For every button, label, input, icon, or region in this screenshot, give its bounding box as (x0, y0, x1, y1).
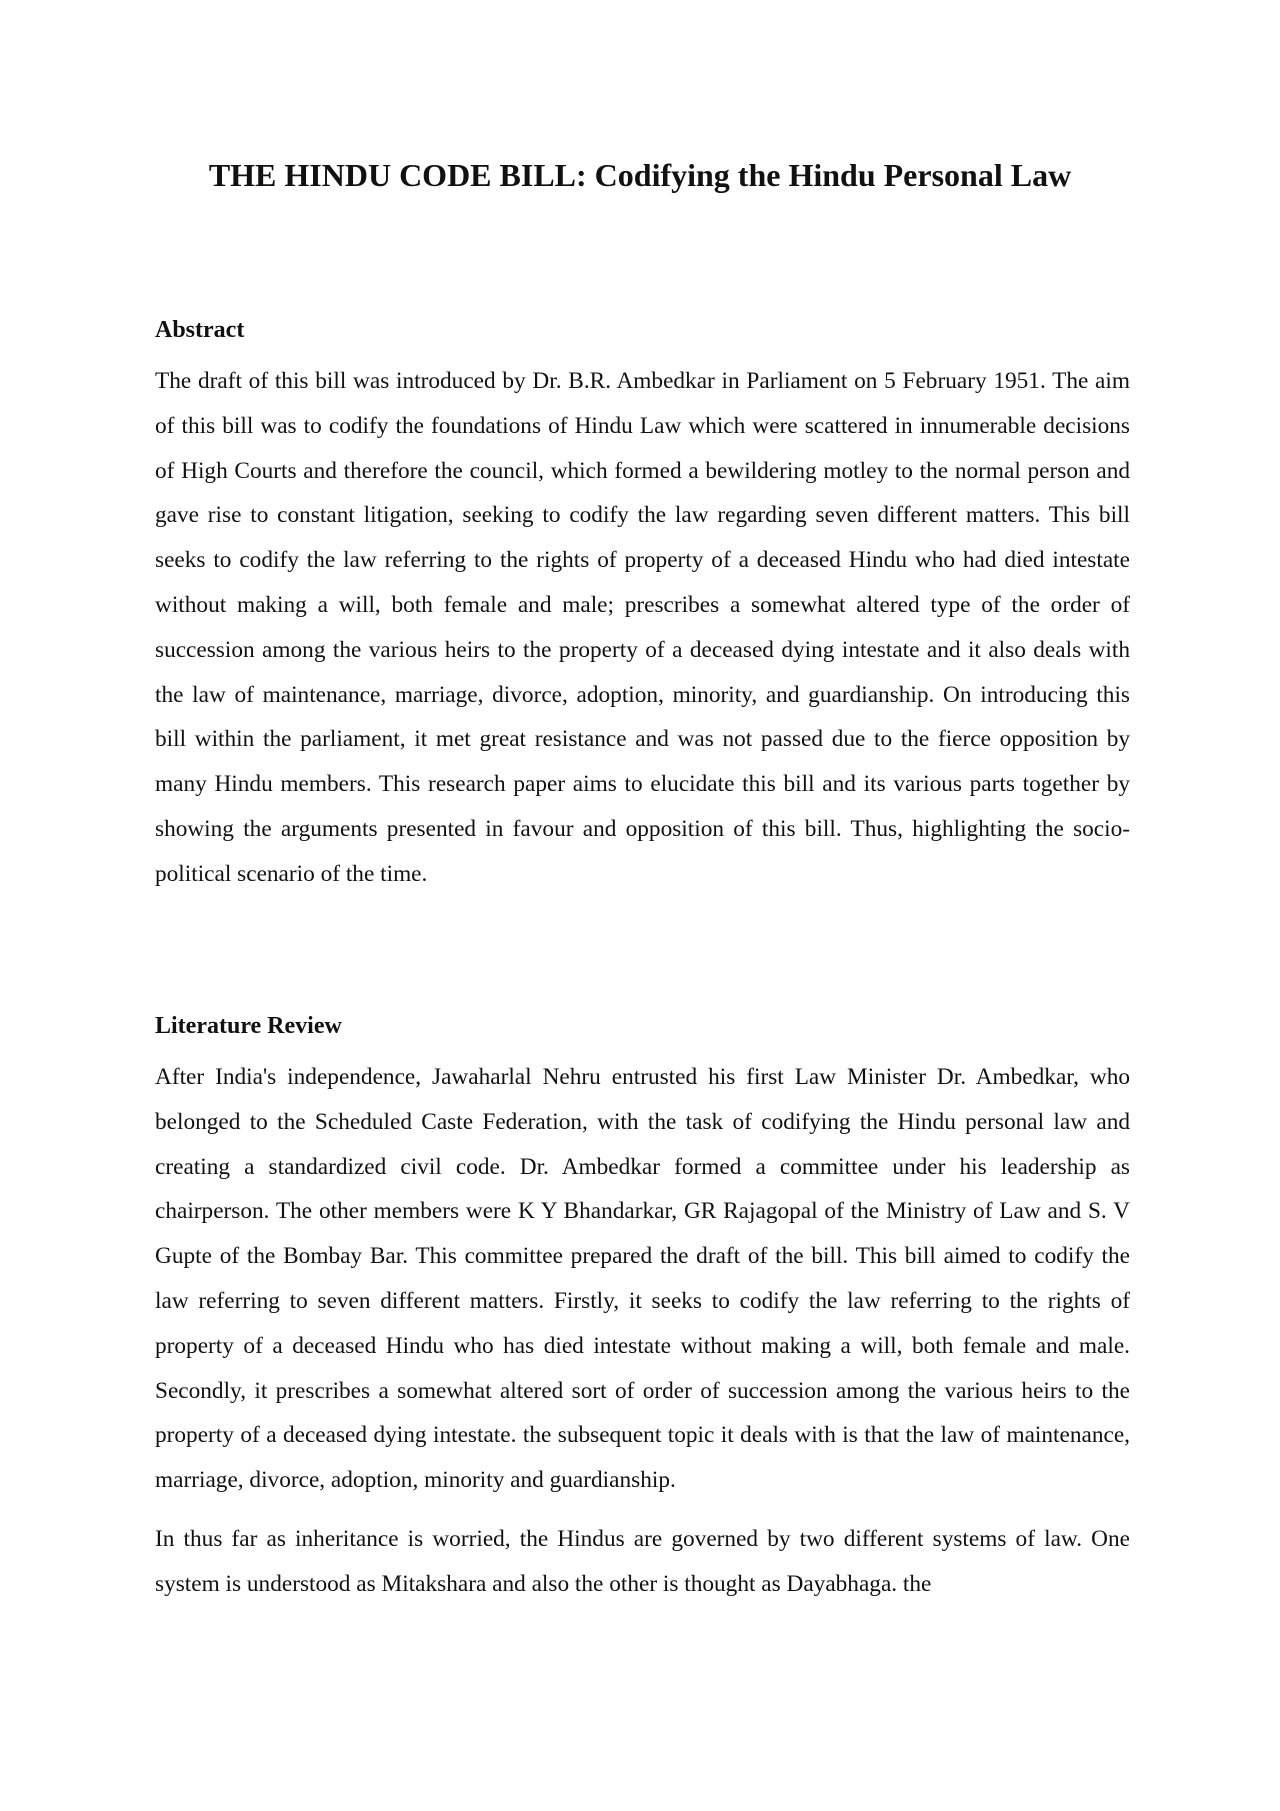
literature-review-paragraph-1: After India's independence, Jawaharlal Nehru entrusted his first Law Minister Dr. Ambedkar, who belonged to the Scheduled Caste Federation, with the task of codifying the Hindu personal law and creating a standardized civil code. Dr. Ambedkar formed a committee under his leadership as chairperson. The other members were K Y Bhandarkar, GR Rajagopal of the Ministry of Law and S. V Gupte of the Bombay Bar. This committee prepared the draft of the bill. This bill aimed to codify the law referring to seven different matters. Firstly, it seeks to codify the law referring to the rights of property of a deceased Hindu who has died intestate without making a will, both female and male. Secondly, it prescribes a somewhat altered sort of order of succession among the various heirs to the property of a deceased dying intestate. the subsequent topic it deals with is that the law of maintenance, marriage, divorce, adoption, minority and guardianship. (155, 1064, 1130, 1494)
abstract-paragraph: The draft of this bill was introduced by Dr. B.R. Ambedkar in Parliament on 5 February 1951. The aim of this bill was to codify the foundations of Hindu Law which were scattered in innumerable decisions of High Courts and therefore the council, which formed a bewildering motley to the normal person and gave rise to constant litigation, seeking to codify the law regarding seven different matters. This bill seeks to codify the law referring to the rights of property of a deceased Hindu who had died intestate without making a will, both female and male; prescribes a somewhat altered type of the order of succession among the various heirs to the property of a deceased dying intestate and it also deals with the law of maintenance, marriage, divorce, adoption, minority, and guardianship. On introducing this bill within the parliament, it met great resistance and was not passed due to the fierce opposition by many Hindu members. This research paper aims to elucidate this bill and its various parts together by showing the arguments presented in favour and opposition of this bill. Thus, highlighting the socio-political scenario of the time. (155, 368, 1130, 887)
abstract-section (155, 315, 1130, 897)
literature-review-section (155, 1011, 1130, 1607)
document-title: THE HINDU CODE BILL: Codifying the Hindu Personal Law (208, 157, 1072, 193)
literature-review-paragraph-2: In thus far as inheritance is worried, the Hindus are governed by two different systems of law. One system is understood as Mitakshara and also the other is thought as Dayabhaga. the (155, 1525, 1130, 1597)
abstract-heading: Abstract (155, 317, 245, 343)
literature-review-heading: Literature Review (155, 1013, 342, 1039)
